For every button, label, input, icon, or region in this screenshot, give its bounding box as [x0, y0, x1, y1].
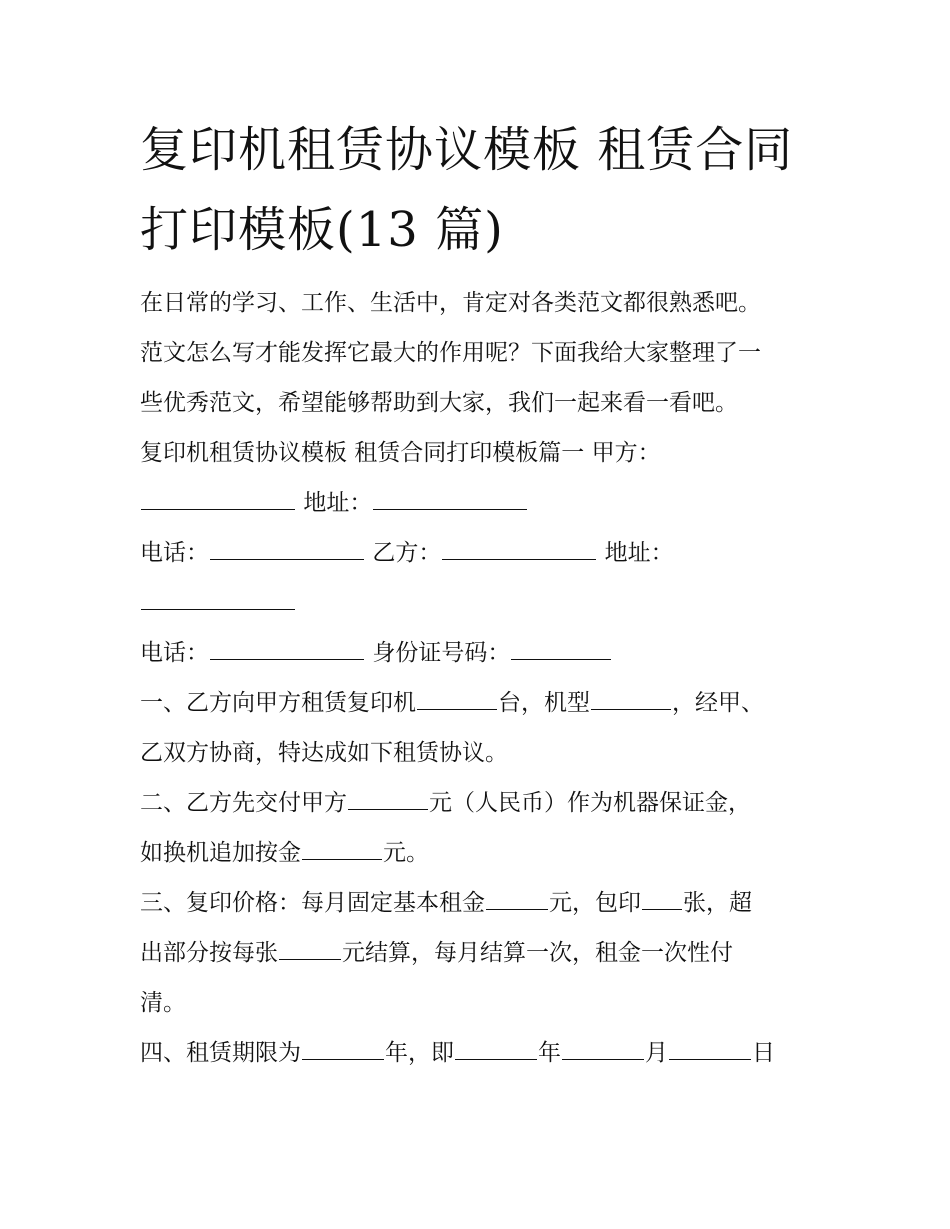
clause-text: 元，包印	[549, 890, 641, 916]
quantity-blank	[417, 687, 497, 710]
clause-text: 年	[538, 1040, 561, 1066]
party-a-fields	[140, 478, 820, 528]
clause-text: 如换机追加按金	[140, 840, 301, 866]
clause-2-cont	[140, 828, 820, 878]
clause-text: 月	[645, 1040, 668, 1066]
party-b-address-blank	[141, 587, 295, 610]
clause-3-cont	[140, 928, 820, 978]
clause-text: 出部分按每张	[140, 940, 278, 966]
phone-label: 电话：	[140, 640, 209, 666]
clause-1-cont: 乙双方协商，特达成如下租赁协议。	[140, 740, 508, 766]
intro-line: 些优秀范文，希望能够帮助到大家，我们一起来看一看吧。	[140, 390, 738, 416]
clause-text: 元结算，每月结算一次，租金一次性付	[342, 940, 733, 966]
id-number-label: 身份证号码：	[372, 640, 511, 666]
clause-text: 四、租赁期限为	[140, 1040, 301, 1066]
clause-3-end: 清。	[140, 990, 186, 1016]
clause-text: 三、复印价格：每月固定基本租金	[140, 890, 485, 916]
model-blank	[591, 687, 671, 710]
party-a-phone-blank	[210, 537, 364, 560]
intro-line: 范文怎么写才能发挥它最大的作用呢？下面我给大家整理了一	[140, 340, 761, 366]
clause-text: 一、乙方向甲方租赁复印机	[140, 690, 416, 716]
per-sheet-price-blank	[279, 937, 341, 960]
clause-2-line	[140, 778, 820, 828]
start-day-blank	[669, 1037, 751, 1060]
address-label: 地址：	[604, 540, 674, 566]
section-heading: 复印机租赁协议模板 租赁合同打印模板篇一 甲方：	[140, 440, 661, 466]
party-a-address-blank	[373, 487, 527, 510]
clause-text: 日	[752, 1040, 775, 1066]
document-title	[140, 110, 820, 270]
clause-text: 元。	[383, 840, 429, 866]
start-month-blank	[562, 1037, 644, 1060]
id-number-blank	[511, 637, 611, 660]
start-year-blank	[455, 1037, 537, 1060]
clause-4-line	[140, 1028, 820, 1078]
base-rent-blank	[486, 887, 548, 910]
clause-text: 张，超	[683, 890, 752, 916]
phone-label: 电话：	[140, 540, 209, 566]
clause-text: 元（人民币）作为机器保证金，	[429, 790, 751, 816]
term-years-blank	[302, 1037, 384, 1060]
title-line-1: 复印机租赁协议模板 租赁合同	[140, 122, 794, 178]
party-b-phone-line	[140, 628, 820, 678]
party-b-name-blank	[442, 537, 596, 560]
party-b-label: 乙方：	[372, 540, 442, 566]
intro-line: 在日常的学习、工作、生活中，肯定对各类范文都很熟悉吧。	[140, 290, 761, 316]
document-page	[140, 110, 820, 1078]
deposit-blank	[348, 787, 428, 810]
party-a-phone-line	[140, 528, 820, 578]
party-a-name-blank	[141, 487, 295, 510]
address-label: 地址：	[303, 490, 373, 516]
clause-3-line	[140, 878, 820, 928]
clause-text: ，经甲、	[672, 690, 764, 716]
party-b-phone-blank	[210, 637, 364, 660]
extra-deposit-blank	[302, 837, 382, 860]
sheets-blank	[642, 887, 682, 910]
clause-text: 台，机型	[498, 690, 590, 716]
title-line-2: 打印模板(13 篇)	[140, 202, 504, 258]
clause-text: 二、乙方先交付甲方	[140, 790, 347, 816]
party-b-address-line	[140, 578, 820, 628]
clause-text: 年，即	[385, 1040, 454, 1066]
clause-1-line	[140, 678, 820, 728]
